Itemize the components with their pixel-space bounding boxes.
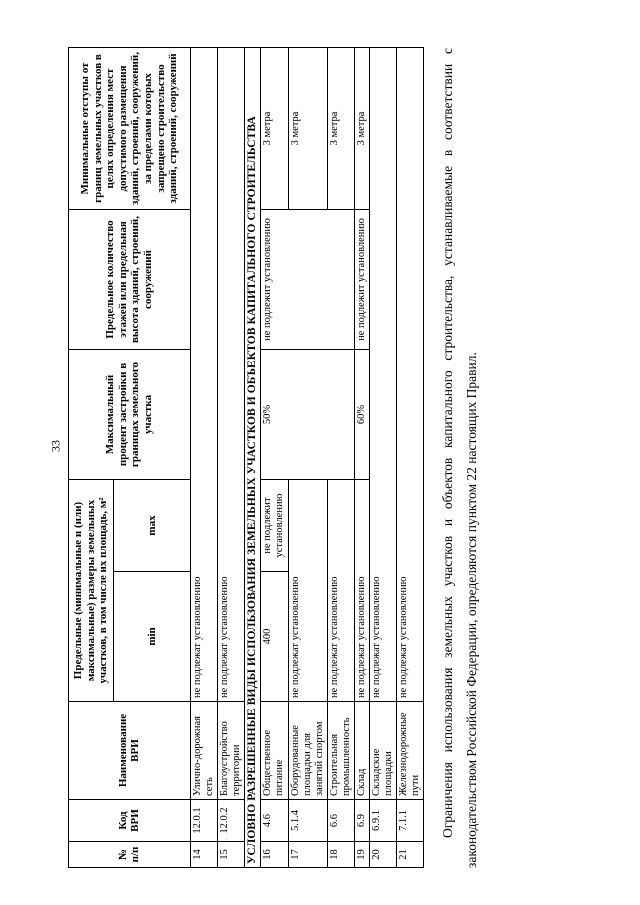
header-percent: Максимальный процент застройки в границах земельного участка	[69, 350, 191, 480]
header-name: Наименование ВРИ	[69, 702, 191, 800]
table-row	[190, 48, 217, 868]
row-merged-value: не подлежат установлению	[397, 48, 424, 702]
row-num: 21	[397, 842, 424, 868]
row-name: Оборудованные площадки для занятий спортом	[288, 702, 327, 800]
row-setback: 3 метра	[288, 48, 327, 210]
row-sizes: не подлежат установлению	[327, 480, 354, 702]
row-code: 4.6	[261, 800, 288, 842]
row-num: 16	[261, 842, 288, 868]
row-setback: 3 метра	[354, 48, 369, 210]
table-row	[397, 48, 424, 868]
row-code: 6.9	[354, 800, 369, 842]
row-code: 12.0.2	[218, 800, 245, 842]
row-code: 6.9.1	[369, 800, 396, 842]
row-sizes: не подлежат установлению	[354, 480, 369, 702]
table-row	[218, 48, 245, 868]
row-code: 12.0.1	[190, 800, 217, 842]
row-code: 5.1.4	[288, 800, 327, 842]
section-title: УСЛОВНО РАЗРЕШЕННЫЕ ВИДЫ ИСПОЛЬЗОВАНИЯ ЗЕМЕЛЬНЫХ УЧАСТКОВ И ОБЪЕКТОВ КАПИТАЛЬНОГО СТРОИТЕЛЬСТВА	[245, 48, 261, 868]
regulations-table	[68, 47, 424, 868]
row-setback: 3 метра	[261, 48, 288, 210]
row-max: не подлежит установлению	[261, 480, 288, 572]
row-sizes: не подлежат установлению	[288, 480, 327, 702]
row-num: 19	[354, 842, 369, 868]
row-name: Общественное питание	[261, 702, 288, 800]
header-min: min	[113, 572, 190, 702]
section-row	[245, 48, 261, 868]
table-row	[261, 48, 288, 868]
row-num: 17	[288, 842, 327, 868]
row-min: 400	[261, 572, 288, 702]
header-setback: Минимальные отступы от границ земельных участков в целях определения мест допустимого размещения зданий, строений, сооружений, за пределами которых запрещено строительство зданий, строений, сооружений	[69, 48, 191, 210]
row-floors: не подлежит установлению	[261, 210, 354, 350]
table-row	[369, 48, 396, 868]
header-max: max	[113, 480, 190, 572]
row-num: 14	[190, 842, 217, 868]
row-num: 18	[327, 842, 354, 868]
page-number: 33	[48, 440, 63, 452]
row-name: Железнодорожные пути	[397, 702, 424, 800]
row-merged-value: не подлежат установлению	[218, 48, 245, 702]
table-header-row	[69, 48, 114, 868]
row-setback: 3 метра	[327, 48, 354, 210]
header-sizes: Предельные (минимальные и (или) максимальные) размеры земельных участков, в том числе их площадь, м²	[69, 480, 114, 702]
row-num: 20	[369, 842, 396, 868]
header-num: № п/п	[69, 842, 191, 868]
row-name: Склад	[354, 702, 369, 800]
row-percent: 60%	[354, 350, 369, 480]
row-name: Строительная промышленность	[327, 702, 354, 800]
rotated-page-content	[68, 18, 480, 868]
table-row	[354, 48, 369, 868]
row-floors: не подлежит установлению	[354, 210, 369, 350]
row-name: Складские площадки	[369, 702, 396, 800]
row-name: Благоустройство территории	[218, 702, 245, 800]
row-code: 7.1.1	[397, 800, 424, 842]
row-merged-value: не подлежат установлению	[369, 48, 396, 702]
header-code: Код ВРИ	[69, 800, 191, 842]
row-code: 6.6	[327, 800, 354, 842]
header-floors: Предельное количество этажей или предельная высота зданий, строений, сооружений	[69, 210, 191, 350]
row-name: Улично-дорожная сеть	[190, 702, 217, 800]
row-num: 15	[218, 842, 245, 868]
row-percent: 50%	[261, 350, 354, 480]
row-merged-value: не подлежат установлению	[190, 48, 217, 702]
restrictions-note: Ограничения использования земельных участков и объектов капитального строительства, устанавливаемые в соответствии с законодательством Российской Федерации, определяются пунктом 22 настоящих Правил.	[440, 48, 480, 868]
